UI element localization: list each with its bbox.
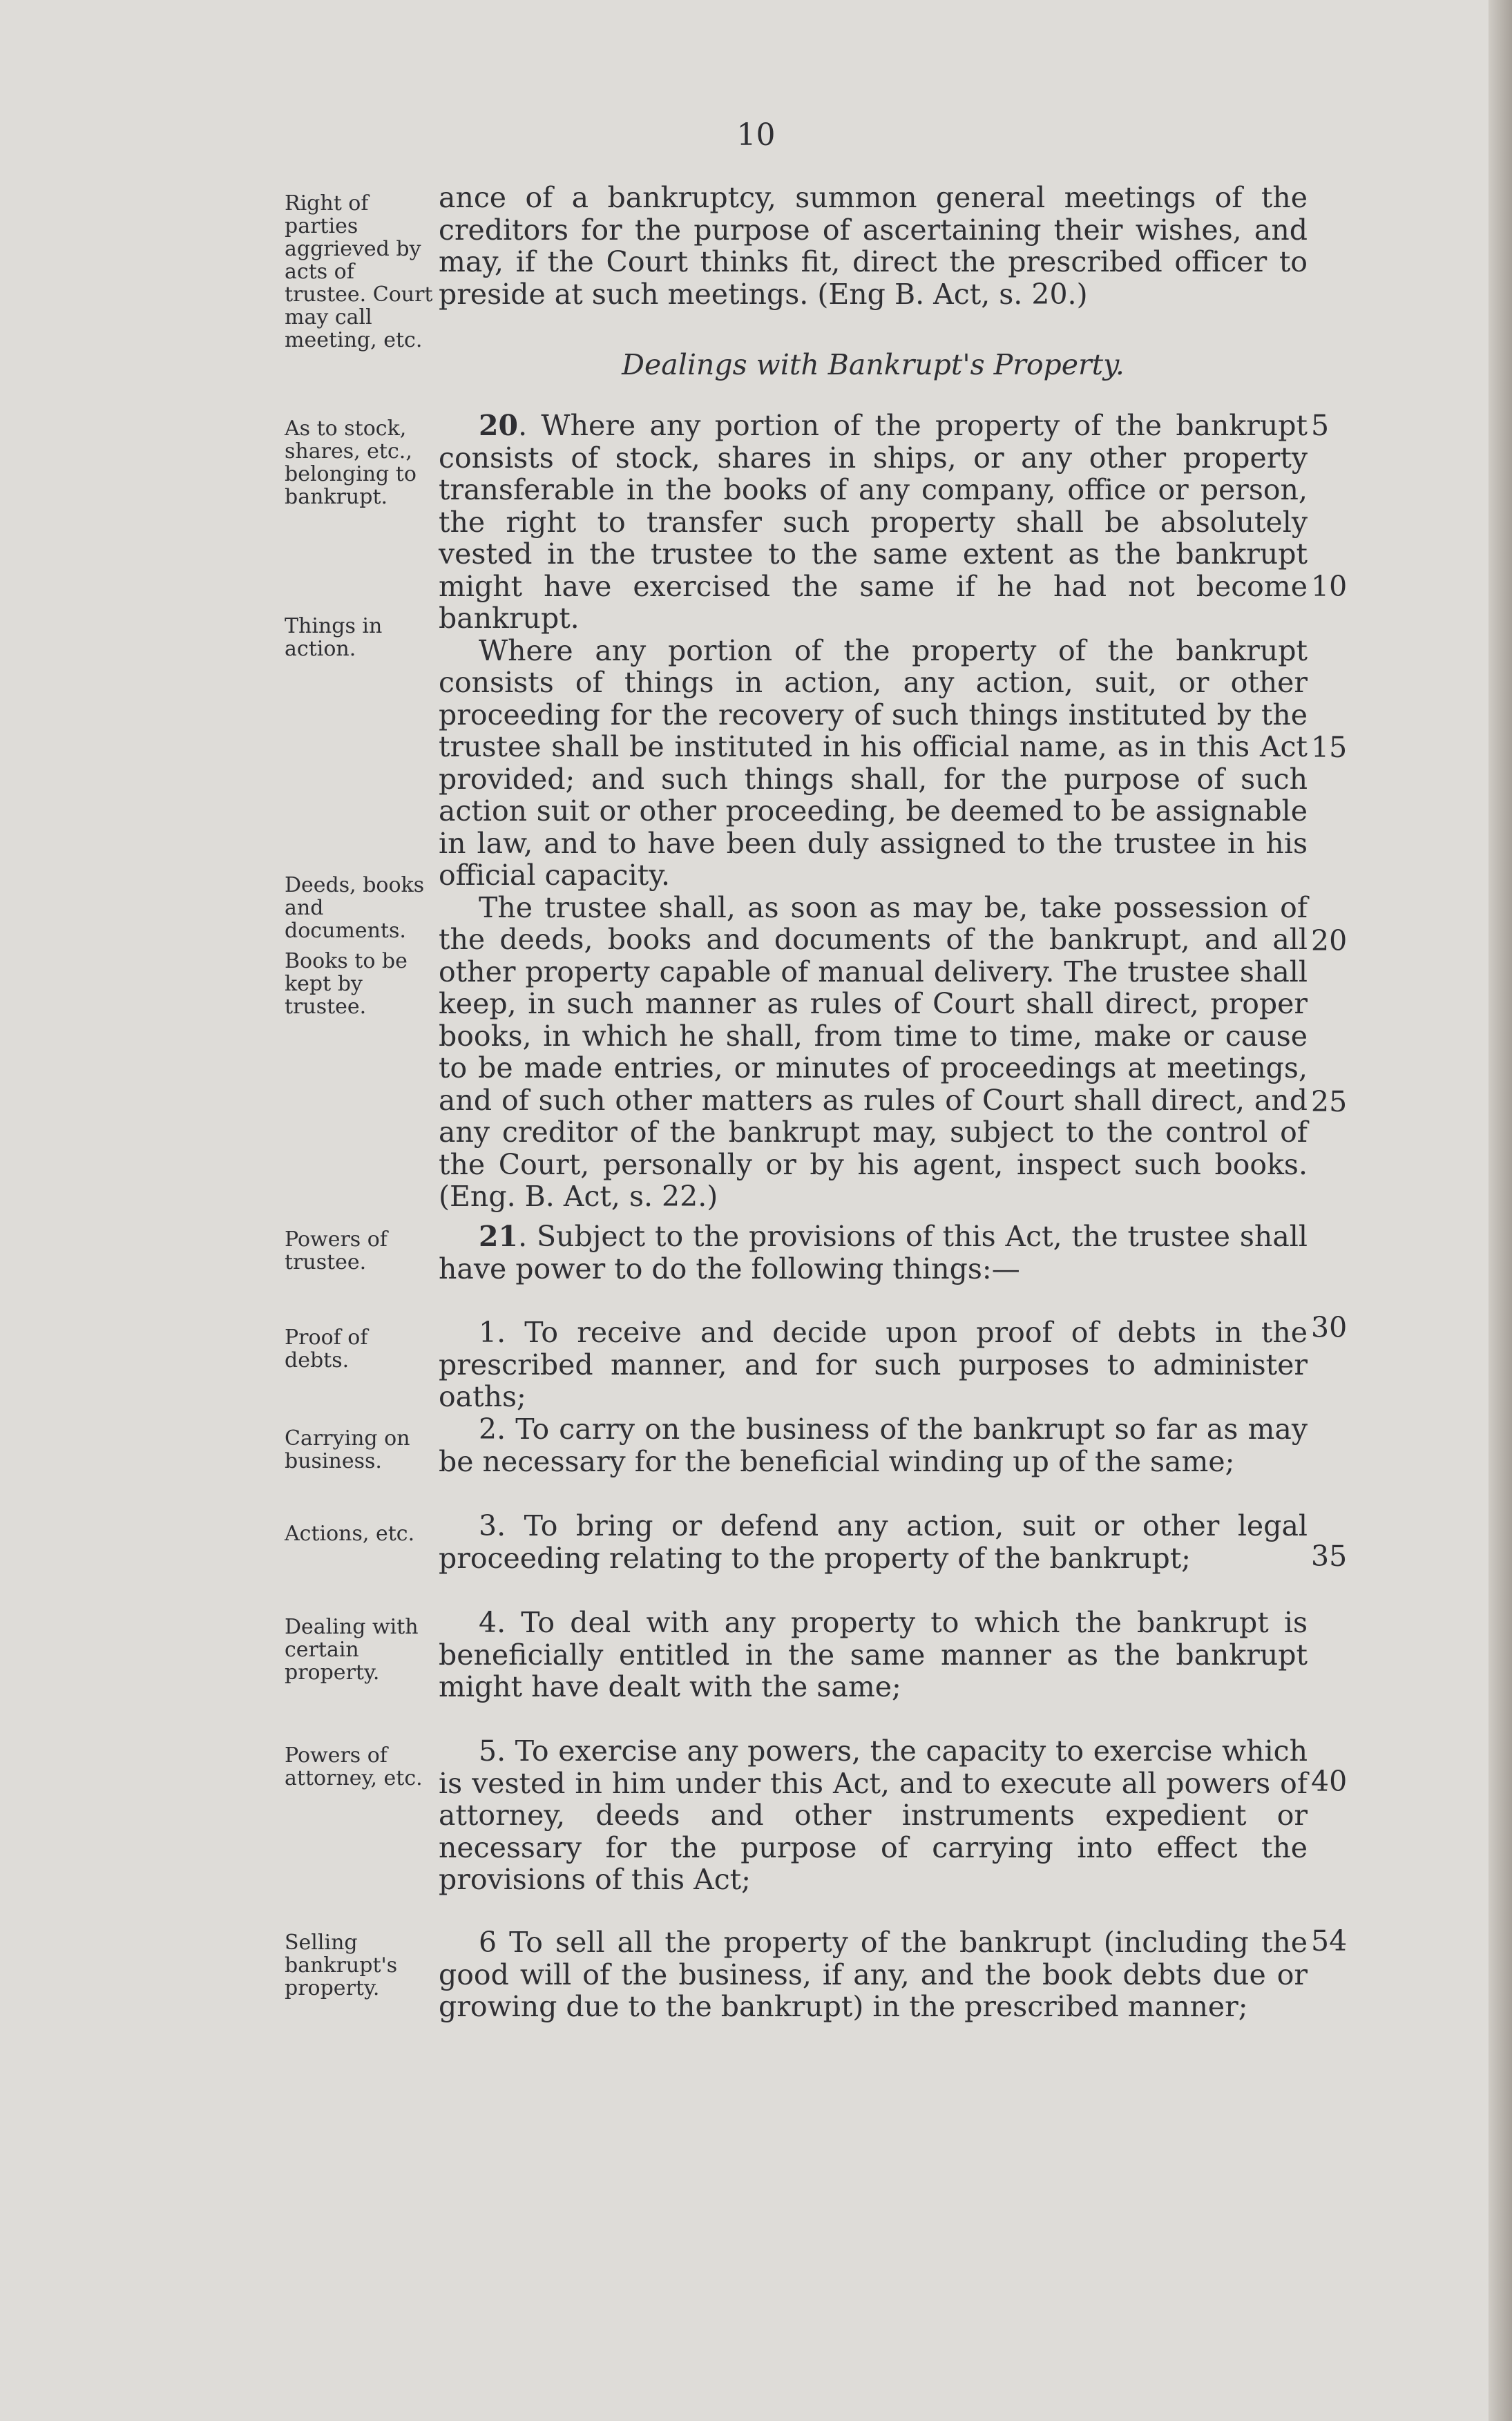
power-item-3	[439, 1510, 1308, 1574]
paragraph-section-21	[439, 1221, 1308, 1285]
section-number: 21	[479, 1220, 519, 1253]
margin-note-right-of-parties: Right of parties aggrieved by acts of trustee. Court may call meeting, etc.	[285, 191, 433, 352]
paragraph-text: . Subject to the provisions of this Act, the trustee shall have power to do the following things:—	[439, 1220, 1308, 1285]
power-item-6	[439, 1926, 1308, 2023]
line-number: 5	[1311, 409, 1330, 442]
paragraph-text: 1. To receive and decide upon proof of debts in the prescribed manner, and for such purposes to administer oaths;	[439, 1316, 1308, 1413]
line-number: 35	[1311, 1540, 1348, 1573]
margin-note-stock-shares: As to stock, shares, etc., belonging to bankrupt.	[285, 417, 417, 509]
section-number: 20	[479, 409, 519, 442]
line-number: 54	[1311, 1924, 1348, 1958]
paragraph-things-in-action: Where any portion of the property of the bankrupt consists of things in action, any action, suit, or other proceeding for the recovery of such things instituted by the trustee shall be instituted in his official name, as in this Act provided; and such things shall, for the purpose of such action suit or other proceeding, be deemed to be assignable in law, and to have been duly assigned to the trustee in his official capacity.	[439, 633, 1308, 892]
line-number: 10	[1311, 570, 1348, 603]
section-21	[439, 1221, 1308, 1285]
power-item-1	[439, 1317, 1308, 1413]
paragraph-text: ance of a bankruptcy, summon general meetings of the creditors for the purpose of ascertaining their wishes, and may, if the Court thinks fit, direct the prescribed officer to preside at such meetings. (Eng B. Act, s. 20.)	[439, 181, 1308, 311]
margin-note-powers-of-attorney: Powers of attorney, etc.	[285, 1743, 423, 1790]
section-20	[439, 410, 1308, 1213]
paragraph-continuation	[439, 182, 1308, 310]
power-item-4	[439, 1607, 1308, 1703]
power-item-2	[439, 1413, 1308, 1477]
margin-note-carrying-on-business: Carrying on business.	[285, 1426, 410, 1473]
paragraph-text: 6 To sell all the property of the bankrupt (including the good will of the business, if any, and the book debts due or growing due to the bankrupt) in the prescribed manner;	[439, 1926, 1308, 2023]
line-number: 40	[1311, 1765, 1348, 1798]
margin-note-proof-of-debts: Proof of debts.	[285, 1326, 368, 1372]
paragraph-text: 2. To carry on the business of the bankrupt so far as may be necessary for the beneficial winding up of the same;	[439, 1413, 1308, 1478]
margin-note-powers-of-trustee: Powers of trustee.	[285, 1227, 387, 1274]
power-item-5	[439, 1735, 1308, 1896]
section-heading: Dealings with Bankrupt's Property.	[622, 348, 1125, 381]
line-number: 30	[1311, 1311, 1348, 1344]
margin-note-actions: Actions, etc.	[285, 1522, 415, 1546]
paragraph-section-20	[439, 410, 1308, 635]
paragraph-text: 5. To exercise any powers, the capacity to exercise which is vested in him under this Act, and to execute all powers of attorney, deeds and other instruments expedient or necessary for the purpose of carrying into effect the provisions of this Act;	[439, 1734, 1308, 1896]
line-number: 15	[1311, 731, 1348, 764]
page-edge-shadow	[1489, 0, 1512, 2421]
margin-note-dealing-with-property: Dealing with certain property.	[285, 1615, 419, 1685]
paragraph-text: . Where any portion of the property of the bankrupt consists of stock, shares in ships, or any other property transferable in the books of any company, office or person, the right to transfer such property shall be absolutely vested in the trustee to the same extent as the bankrupt might have exercised the same if he had not become bankrupt.	[439, 409, 1308, 635]
line-number: 20	[1311, 924, 1348, 957]
margin-note-deeds-books: Deeds, books and documents.	[285, 873, 425, 943]
paragraph-text: 4. To deal with any property to which the bankrupt is beneficially entitled in the same manner as the bankrupt might have dealt with the same;	[439, 1606, 1308, 1703]
paragraph-deeds-books: The trustee shall, as soon as may be, take possession of the deeds, books and documents of the bankrupt, and all other property capable of manual delivery. The trustee shall keep, in such manner as rules of Court shall direct, proper books, in which he shall, from time to time, make or cause to be made entries, or minutes of proceedings at meetings, and of such other matters as rules of Court shall direct, and any creditor of the bankrupt may, subject to the control of the Court, personally or by his agent, inspect such books. (Eng. B. Act, s. 22.)	[439, 890, 1308, 1213]
paragraph-text: 3. To bring or defend any action, suit or other legal proceeding relating to the property of the bankrupt;	[439, 1509, 1308, 1575]
margin-note-things-in-action: Things in action.	[285, 614, 383, 661]
page-number: 10	[736, 117, 776, 153]
line-number: 25	[1311, 1085, 1348, 1118]
margin-note-books-kept: Books to be kept by trustee.	[285, 949, 408, 1019]
margin-note-selling-property: Selling bankrupt's property.	[285, 1931, 398, 2000]
